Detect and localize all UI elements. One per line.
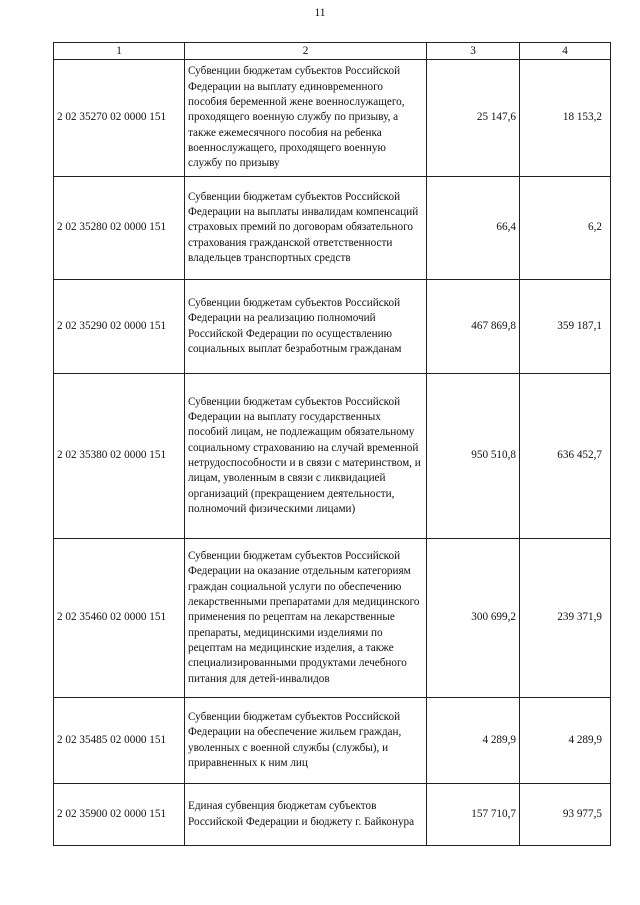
- description-cell: Субвенции бюджетам субъектов Российской Федерации на реализацию полномочий Российской Федерации по осуществлению социальных выплат безработным гражданам: [185, 280, 427, 374]
- budget-code-cell: 2 02 35290 02 0000 151: [54, 280, 185, 374]
- value-column-3-cell: 25 147,6: [427, 60, 520, 177]
- value-column-3-cell: 157 710,7: [427, 784, 520, 846]
- budget-code-cell: 2 02 35900 02 0000 151: [54, 784, 185, 846]
- value-column-3-cell: 66,4: [427, 177, 520, 280]
- description-cell: Субвенции бюджетам субъектов Российской Федерации на обеспечение жильем граждан, уволенных с военной службы (службы), и приравненных к ним лиц: [185, 698, 427, 784]
- description-cell: Субвенции бюджетам субъектов Российской Федерации на выплату единовременного пособия беременной жене военнослужащего, проходящего военную службу по призыву, а также ежемесячного пособия на ребенка военнослужащего, проходящего военную службу по призыву: [185, 60, 427, 177]
- value-column-4-cell: 359 187,1: [520, 280, 611, 374]
- budget-code-cell: 2 02 35380 02 0000 151: [54, 374, 185, 539]
- table-row: [54, 60, 611, 177]
- column-header-3: 3: [427, 43, 520, 60]
- table-row: [54, 374, 611, 539]
- value-column-4-cell: 6,2: [520, 177, 611, 280]
- budget-code-cell: 2 02 35485 02 0000 151: [54, 698, 185, 784]
- column-header-4: 4: [520, 43, 611, 60]
- table-row: [54, 698, 611, 784]
- page-number: 11: [314, 7, 326, 19]
- value-column-3-cell: 4 289,9: [427, 698, 520, 784]
- value-column-3-cell: 300 699,2: [427, 539, 520, 698]
- value-column-4-cell: 636 452,7: [520, 374, 611, 539]
- value-column-4-cell: 4 289,9: [520, 698, 611, 784]
- value-column-3-cell: 950 510,8: [427, 374, 520, 539]
- value-column-4-cell: 239 371,9: [520, 539, 611, 698]
- column-header-1: 1: [54, 43, 185, 60]
- value-column-3-cell: 467 869,8: [427, 280, 520, 374]
- table-row: [54, 280, 611, 374]
- value-column-4-cell: 93 977,5: [520, 784, 611, 846]
- description-cell: Субвенции бюджетам субъектов Российской Федерации на выплату государственных пособий лицам, не подлежащим обязательному социальному страхованию на случай временной нетрудоспособности и в связи с материнством, и лицам, уволенным в связи с ликвидацией организаций (прекращением деятельности, полномочий физическими лицами): [185, 374, 427, 539]
- budget-code-cell: 2 02 35270 02 0000 151: [54, 60, 185, 177]
- table-header-row: [54, 43, 611, 60]
- budget-table: [53, 42, 611, 846]
- column-header-2: 2: [185, 43, 427, 60]
- description-cell: Субвенции бюджетам субъектов Российской Федерации на оказание отдельным категориям граждан социальной услуги по обеспечению лекарственными препаратами для медицинского применения по рецептам на лекарственные препараты, медицинскими изделиями по рецептам на медицинские изделия, а также специализированными продуктами лечебного питания для детей-инвалидов: [185, 539, 427, 698]
- table-row: [54, 539, 611, 698]
- description-cell: Субвенции бюджетам субъектов Российской Федерации на выплаты инвалидам компенсаций страховых премий по договорам обязательного страхования гражданской ответственности владельцев транспортных средств: [185, 177, 427, 280]
- table-row: [54, 784, 611, 846]
- value-column-4-cell: 18 153,2: [520, 60, 611, 177]
- budget-code-cell: 2 02 35460 02 0000 151: [54, 539, 185, 698]
- table-row: [54, 177, 611, 280]
- budget-code-cell: 2 02 35280 02 0000 151: [54, 177, 185, 280]
- description-cell: Единая субвенция бюджетам субъектов Российской Федерации и бюджету г. Байконура: [185, 784, 427, 846]
